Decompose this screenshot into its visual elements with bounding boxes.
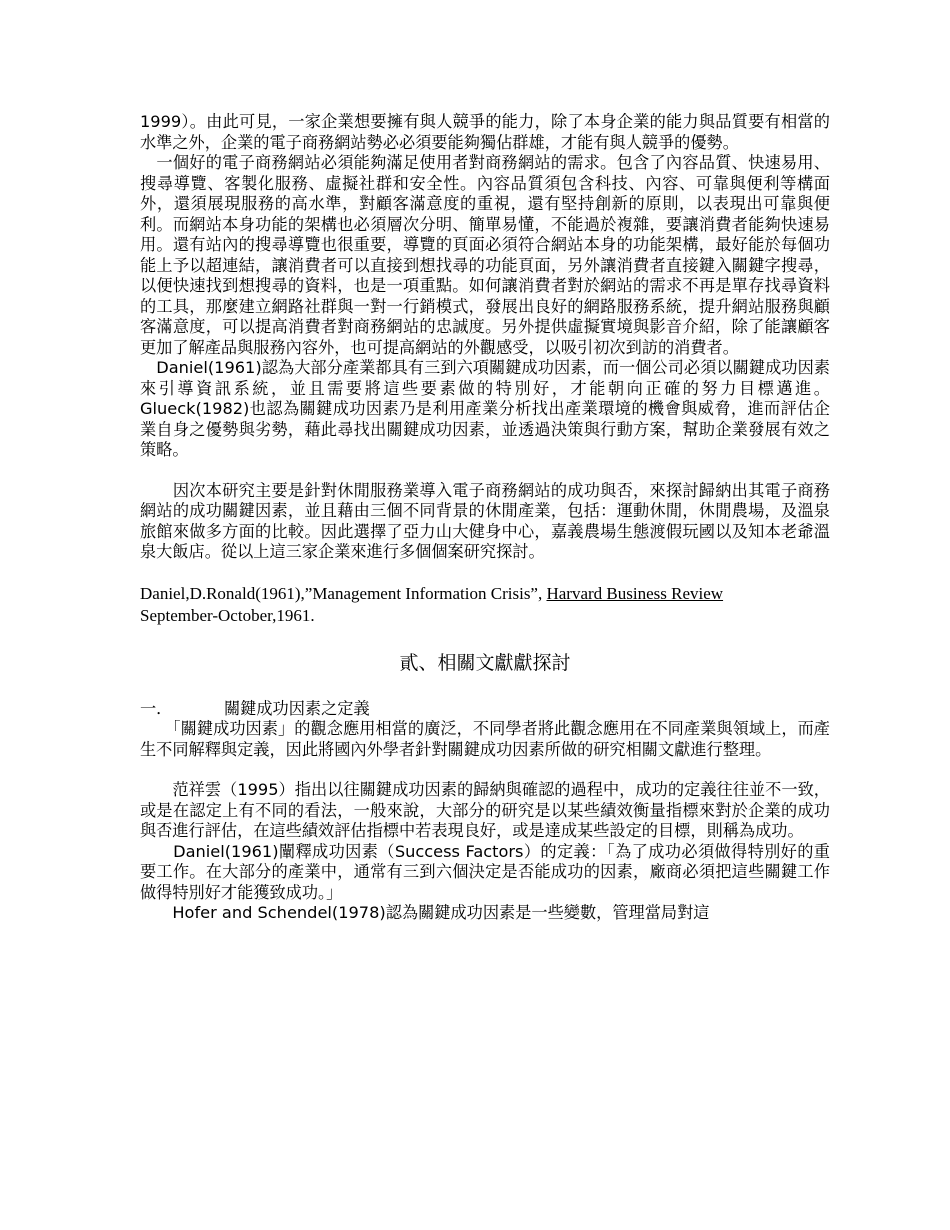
paragraph-1: 1999）。由此可見，一家企業想要擁有與人競爭的能力，除了本身企業的能力與品質要有相當的水準之外，企業的電子商務網站勢必必須要能夠獨佔群雄，才能有與人競爭的優勢。 xyxy=(140,112,830,152)
paragraph-6: 范祥雲（1995）指出以往關鍵成功因素的歸納與確認的過程中，成功的定義往往並不一致，或是在認定上有不同的看法，一般來說，大部分的研究是以某些績效衡量指標來對於企業的成功與否進行評估，在這些績效評估指標中若表現良好，或是達成某些設定的目標，則稱為成功。 xyxy=(140,780,830,840)
reference-journal: Harvard Business Review xyxy=(546,583,724,603)
spacer xyxy=(140,760,830,780)
subsection-number: 一． xyxy=(140,698,173,718)
paragraph-4: 因次本研究主要是針對休閒服務業導入電子商務網站的成功與否，來探討歸納出其電子商務網站的成功關鍵因素，並且藉由三個不同背景的休閒產業，包括：運動休閒，休閒農場，及溫泉旅館來做多方面的比較。因此選擇了亞力山大健身中心，嘉義農場生態渡假玩國以及知本老爺溫泉大飯店。從以上這三家企業來進行多個個案研究探討。 xyxy=(140,480,830,561)
reference-date: September-October,1961. xyxy=(140,605,315,625)
paragraph-2: 一個好的電子商務網站必須能夠滿足使用者對商務網站的需求。包含了內容品質、快速易用、搜尋導覽、客製化服務、虛擬社群和安全性。內容品質須包含科技、內容、可靠與便利等構面外，還須展現服務的高水準，對顧客滿意度的重視，還有堅持創新的原則，以表現出可靠與便利。而網站本身功能的架構也必須層次分明、簡單易懂，不能過於複雜，要讓消費者能夠快速易用。還有站內的搜尋導覽也很重要，導覽的頁面必須符合網站本身的功能架構，最好能於每個功能上予以超連結，讓消費者可以直接到想找尋的功能頁面，另外讓消費者直接鍵入關鍵字搜尋，以便快速找到想搜尋的資料，也是一項重點。如何讓消費者對於網站的需求不再是單存找尋資料的工具，那麼建立網路社群與一對一行銷模式，發展出良好的網路服務系統，提升網站服務與顧客滿意度，可以提高消費者對商務網站的忠誠度。另外提供虛擬實境與影音介紹，除了能讓顧客更加了解產品與服務內容外，也可提高網站的外觀感受，以吸引初次到訪的消費者。 xyxy=(140,153,830,357)
spacer xyxy=(140,627,830,651)
paragraph-3: Daniel(1961)認為大部分產業都具有三到六項關鍵成功因素，而一個公司必須以關鍵成功因素來引導資訊系統，並且需要將這些要素做的特別好，才能朝向正確的努力目標邁進。Glueck(1982)也認為關鍵成功因素乃是利用產業分析找出產業環境的機會與威脅，進而評估企業自身之優勢與劣勢，藉此尋找出關鍵成功因素，並透過決策與行動方案，幫助企業發展有效之策略。 xyxy=(140,358,830,459)
paragraph-8: Hofer and Schendel(1978)認為關鍵成功因素是一些變數，管理當局對這 xyxy=(140,903,710,922)
reference-entry xyxy=(140,583,830,627)
spacer xyxy=(140,461,830,481)
document-page xyxy=(140,112,830,924)
spacer xyxy=(140,675,830,699)
paragraph-5: 「關鍵成功因素」的觀念應用相當的廣泛，不同學者將此觀念應用在不同產業與領域上，而產生不同解釋與定義，因此將國內外學者針對關鍵成功因素所做的研究相關文獻進行整理。 xyxy=(140,719,830,759)
subsection-title: 關鍵成功因素之定義 xyxy=(224,698,370,718)
spacer xyxy=(140,563,830,583)
paragraph-7: Daniel(1961)闡釋成功因素（Success Factors）的定義：「為了成功必須做得特別好的重要工作。在大部分的產業中，通常有三到六個決定是否能成功的因素，廠商必須把這些關鍵工作做得特別好才能獲致成功。」 xyxy=(140,841,830,902)
reference-authors-title: Daniel,D.Ronald(1961),”Management Information Crisis”, xyxy=(140,583,547,603)
subsection-heading xyxy=(140,699,830,720)
section-heading: 貳、相關文獻獻探討 xyxy=(399,651,571,674)
